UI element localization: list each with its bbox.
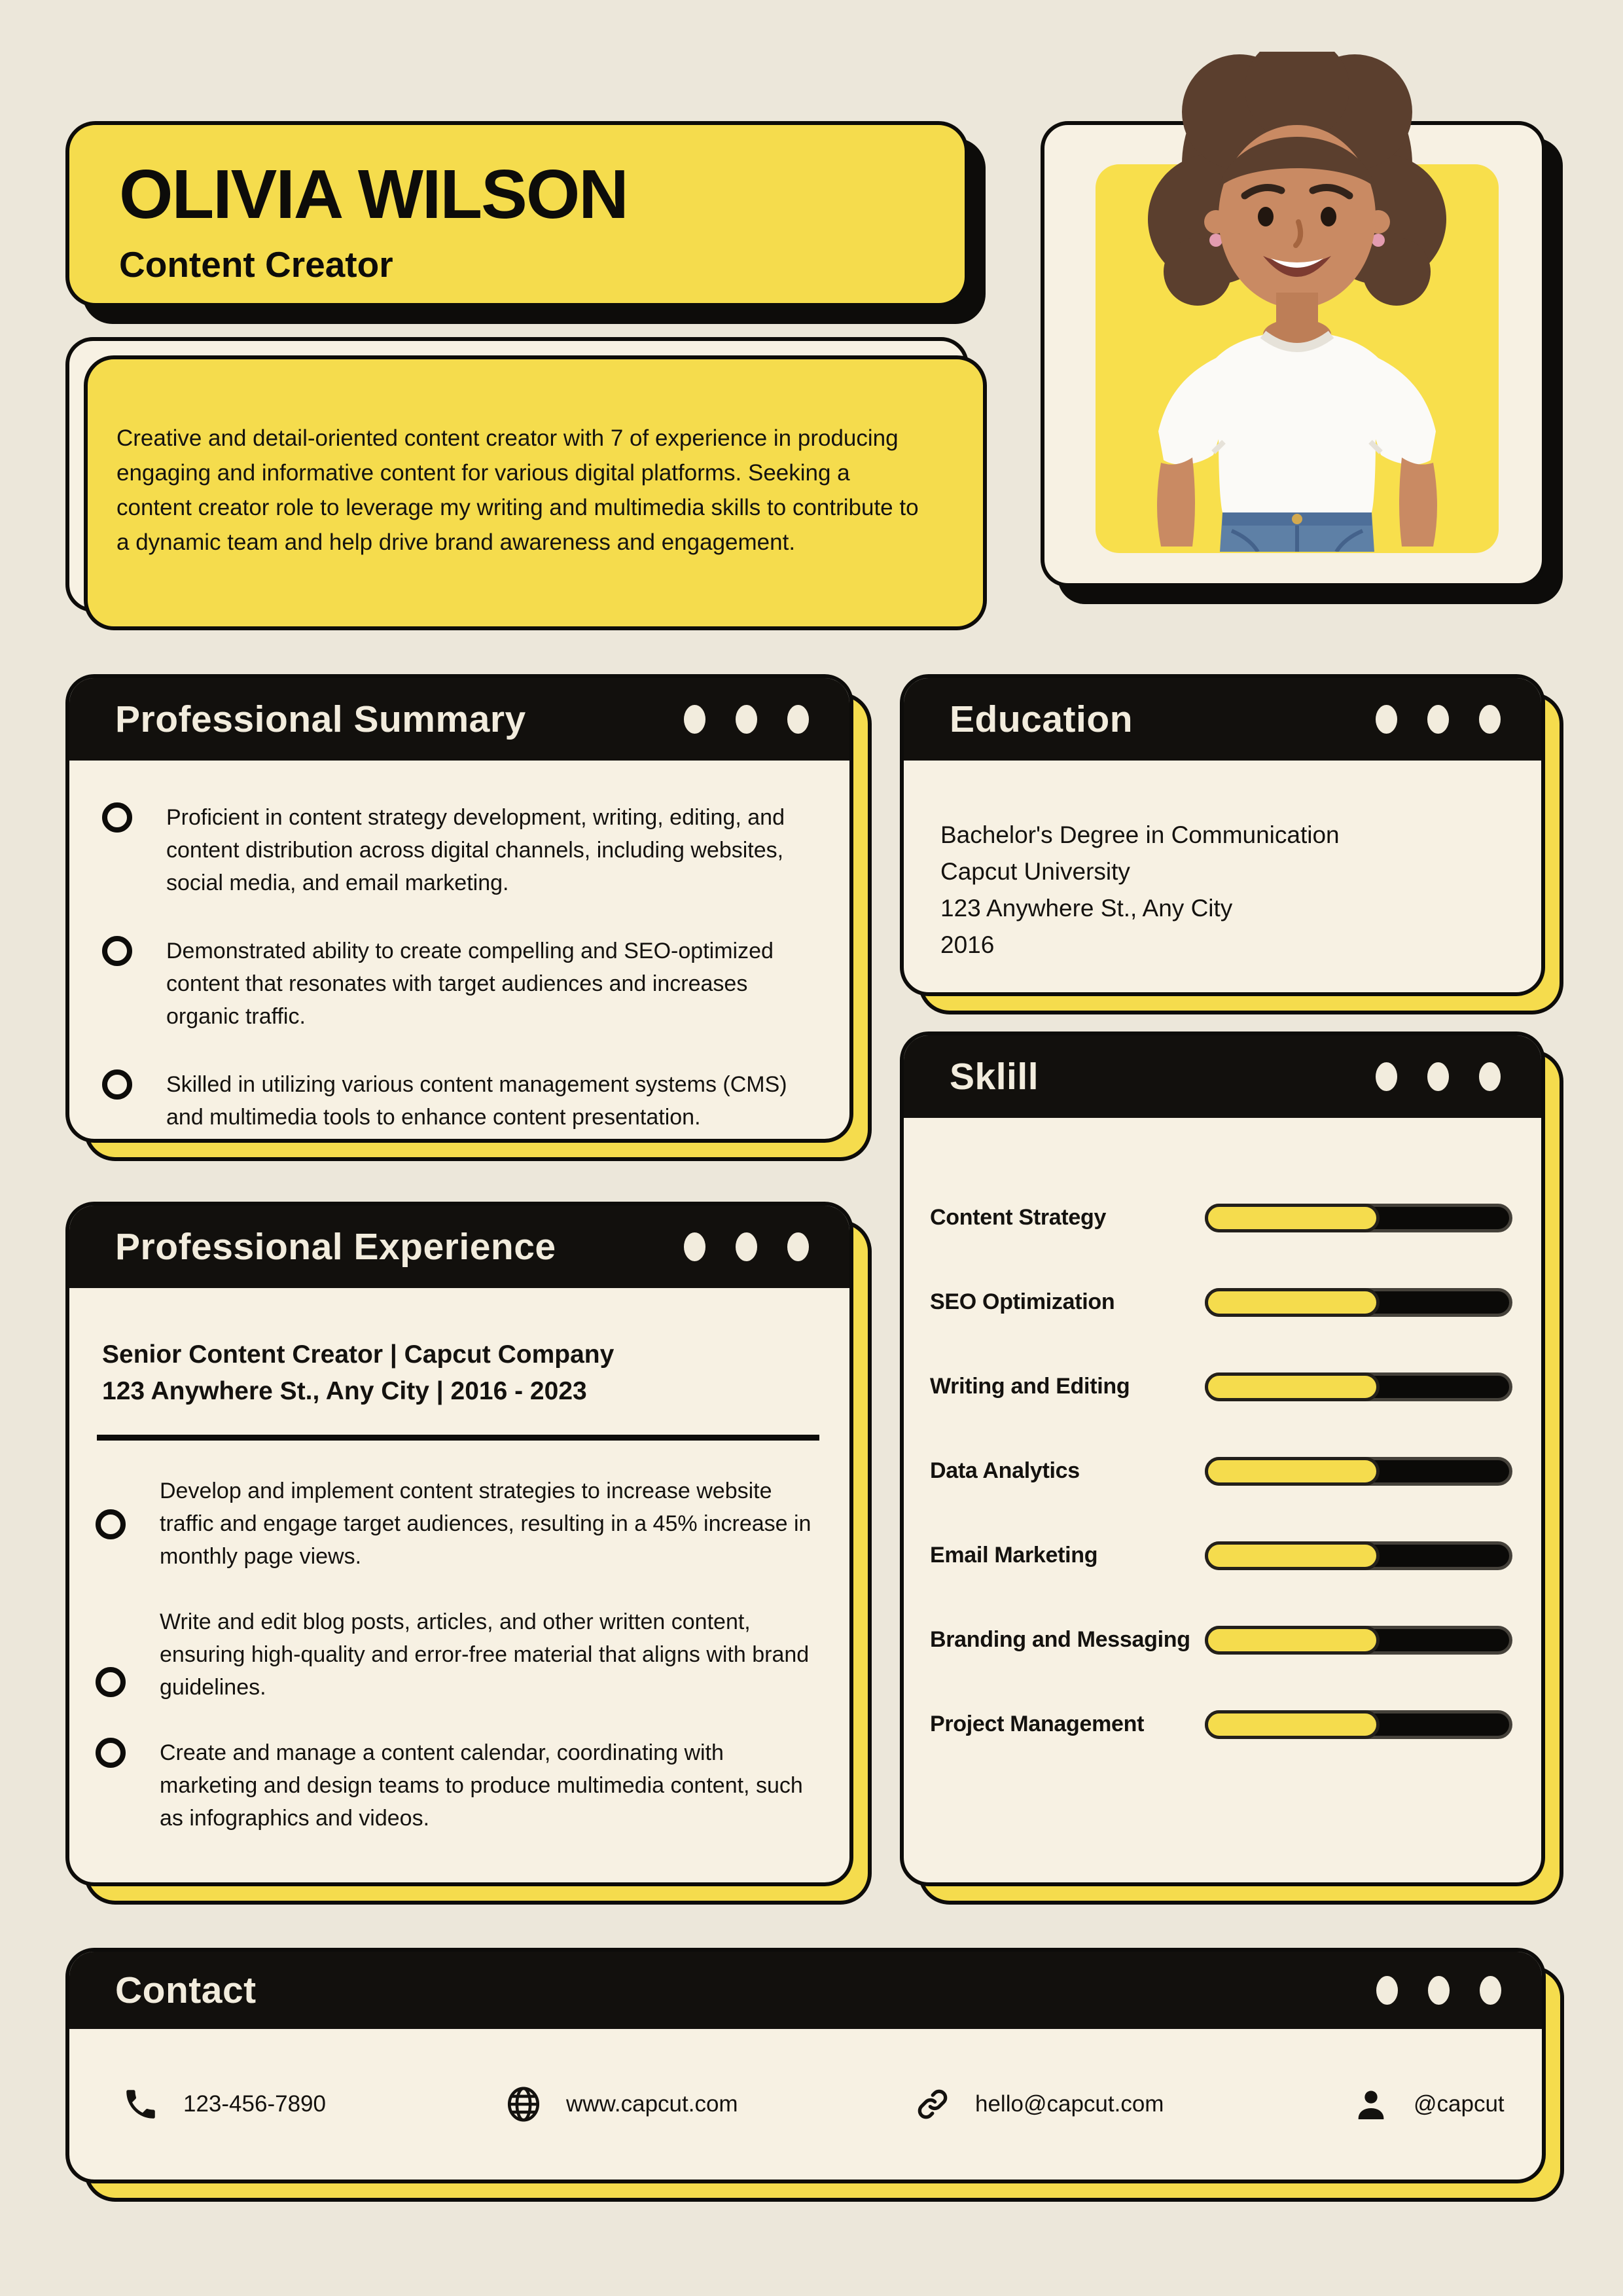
skill-bar-track [1205,1626,1512,1655]
section-header [904,678,1541,761]
window-dot-icon [1376,705,1397,734]
skill-bar-track [1205,1288,1512,1317]
intro-text: Creative and detail-oriented content creator with 7 of experience in producing engaging and informative content for various digital platforms. Seeking a content creator role to leverage my writing and multimedia skills to contribute to a dynamic team and help drive brand awareness and engagement. [116,425,919,555]
list-item [96,1475,813,1573]
education-line: Bachelor's Degree in Communication [940,821,1340,848]
skill-bar-track [1205,1457,1512,1486]
skill-bar-track [1205,1541,1512,1570]
window-dots [1376,1062,1501,1091]
skill-label: Data Analytics [930,1458,1080,1483]
education-line: 123 Anywhere St., Any City [940,895,1233,922]
skill-label: Email Marketing [930,1543,1098,1568]
window-dot-icon [1428,1976,1450,2005]
skill-row [904,1344,1541,1429]
bullet-circle-icon [102,936,132,966]
window-dot-icon [684,1232,705,1261]
skill-bar-fill [1205,1541,1380,1570]
bullet-circle-icon [96,1738,126,1768]
education-details [940,817,1502,963]
section-header [904,1035,1541,1118]
bullet-text: Write and edit blog posts, articles, and other written content, ensuring high-quality and error-free material that aligns with brand guidelines. [160,1609,810,1700]
skill-row [904,1260,1541,1344]
summary-bullet-list [102,801,804,1134]
section-title: Professional Experience [115,1226,556,1268]
section-title: Education [950,698,1133,740]
contact-phone-value: 123-456-7890 [183,2091,326,2117]
t-shirt [1158,332,1436,512]
window-dot-icon [1479,705,1501,734]
profile-photo-illustration [1101,52,1493,552]
section-education [900,674,1545,996]
bullet-circle-icon [102,802,132,833]
education-line: Capcut University [940,858,1130,885]
section-header [69,678,849,761]
contact-website-value: www.capcut.com [566,2091,738,2117]
bullet-text: Proficient in content strategy development, writing, editing, and content distribution across digital channels, including websites, social media, and email marketing. [166,805,785,895]
divider [97,1435,819,1441]
window-dots [684,705,809,734]
skill-bar-track [1205,1372,1512,1401]
skill-row [904,1513,1541,1598]
phone-icon [122,2085,160,2123]
skill-bar-track [1205,1204,1512,1232]
skill-label: Content Strategy [930,1205,1107,1230]
bullet-text: Create and manage a content calendar, coordinating with marketing and design teams to produce multimedia content, such as infographics and videos. [160,1740,803,1831]
person-icon [1352,2085,1390,2123]
bullet-text: Skilled in utilizing various content management systems (CMS) and multimedia tools to enhance content presentation. [166,1072,787,1130]
window-dot-icon [1427,1062,1449,1091]
section-title: Contact [115,1969,257,2011]
name-card [65,121,969,307]
job-title: Senior Content Creator | Capcut Company [102,1340,615,1369]
contact-website [505,2085,738,2123]
contact-social [1352,2085,1505,2123]
skill-row [904,1429,1541,1513]
education-line: 2016 [940,931,995,958]
window-dot-icon [1479,1062,1501,1091]
skill-bar-fill [1205,1204,1380,1232]
window-dot-icon [1376,1062,1397,1091]
skill-row [904,1598,1541,1682]
link-icon [914,2085,952,2123]
contact-email-value: hello@capcut.com [975,2091,1164,2117]
job-meta: 123 Anywhere St., Any City | 2016 - 2023 [102,1377,587,1405]
section-title: Sklill [950,1056,1039,1098]
person-role: Content Creator [119,244,393,285]
skill-bar-fill [1205,1457,1380,1486]
skill-label: SEO Optimization [930,1289,1115,1314]
section-professional-summary [65,674,853,1143]
contact-email [914,2085,1164,2123]
skill-label: Project Management [930,1712,1145,1736]
skill-row [904,1682,1541,1767]
window-dot-icon [787,1232,809,1261]
section-header [69,1952,1542,2029]
window-dots [684,1232,809,1261]
contact-phone [122,2085,326,2123]
photo-card [1041,121,1546,587]
bullet-text: Demonstrated ability to create compelling and SEO-optimized content that resonates with target audiences and increases organic traffic. [166,939,774,1029]
skill-bar-fill [1205,1372,1380,1401]
contact-social-value: @capcut [1414,2091,1505,2117]
list-item [102,801,804,899]
globe-icon [505,2085,543,2123]
window-dots [1376,1976,1501,2005]
section-contact [65,1948,1546,2183]
window-dot-icon [1480,1976,1501,2005]
skill-row [904,1175,1541,1260]
skill-label: Writing and Editing [930,1374,1130,1399]
list-item [96,1736,813,1835]
window-dot-icon [736,1232,757,1261]
window-dot-icon [684,705,705,734]
skill-list [904,1175,1541,1767]
skill-bar-fill [1205,1626,1380,1655]
section-skills [900,1031,1545,1886]
skill-bar-fill [1205,1288,1380,1317]
window-dot-icon [1427,705,1449,734]
experience-bullet-list [96,1475,813,1835]
skill-bar-track [1205,1710,1512,1739]
skill-bar-fill [1205,1710,1380,1739]
bullet-circle-icon [96,1509,126,1539]
section-title: Professional Summary [115,698,526,740]
intro-card [65,337,969,612]
section-professional-experience [65,1202,853,1886]
skill-label: Branding and Messaging [930,1627,1190,1652]
person-name: OLIVIA WILSON [119,156,628,233]
list-item [102,1068,804,1134]
bullet-text: Develop and implement content strategies to increase website traffic and engage target audiences, resulting in a 45% increase in monthly page views. [160,1479,812,1569]
window-dot-icon [1376,1976,1398,2005]
list-item [96,1605,813,1704]
window-dot-icon [787,705,809,734]
bullet-circle-icon [102,1069,132,1100]
window-dot-icon [736,705,757,734]
section-header [69,1206,849,1288]
window-dots [1376,705,1501,734]
bullet-circle-icon [96,1667,126,1697]
list-item [102,935,804,1033]
